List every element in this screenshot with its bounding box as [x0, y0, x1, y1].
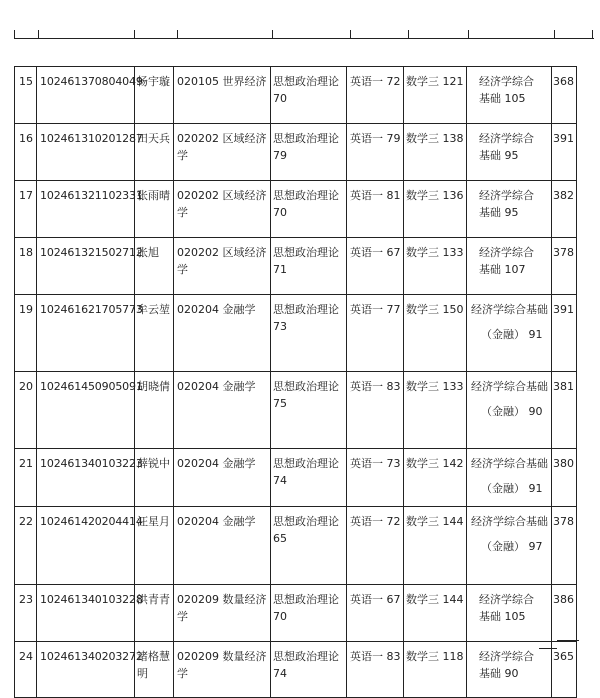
professional-value: 基础 105 [479, 610, 526, 623]
row-index: 23 [15, 585, 37, 642]
row-index: 20 [15, 372, 37, 449]
professional-label: 经济学综合基础 [471, 457, 548, 470]
professional-score [467, 238, 552, 295]
politics-score [271, 67, 347, 124]
candidate-name: 汪星月 [135, 507, 174, 585]
row-index: 18 [15, 238, 37, 295]
professional-score [467, 295, 552, 372]
table-row [15, 67, 577, 124]
table-row [15, 507, 577, 585]
english-score: 英语一 81 [347, 181, 404, 238]
politics-value: 74 [273, 474, 287, 487]
table-row [15, 642, 577, 698]
candidate-name: 张雨晴 [135, 181, 174, 238]
politics-score [271, 507, 347, 585]
professional-label: 经济学综合基础 [471, 303, 548, 316]
politics-value: 73 [273, 320, 287, 333]
candidate-id: 102461310201287 [37, 124, 135, 181]
major: 020209 数量经济学 [174, 585, 271, 642]
politics-value: 75 [273, 397, 287, 410]
politics-label: 思想政治理论 [273, 246, 339, 259]
major: 020204 金融学 [174, 507, 271, 585]
professional-value: （金融） 97 [481, 540, 543, 553]
english-score: 英语一 83 [347, 642, 404, 698]
math-score: 数学三 118 [404, 642, 467, 698]
professional-value: 基础 95 [479, 206, 519, 219]
table-row [15, 372, 577, 449]
previous-table-bottom-rule [14, 38, 594, 39]
politics-score [271, 449, 347, 507]
english-score: 英语一 73 [347, 449, 404, 507]
major: 020209 数量经济学 [174, 642, 271, 698]
row-index: 19 [15, 295, 37, 372]
candidate-name: 张旭 [135, 238, 174, 295]
total-score: 378 [552, 238, 577, 295]
politics-label: 思想政治理论 [273, 303, 339, 316]
professional-value: 基础 107 [479, 263, 526, 276]
professional-value: 基础 90 [479, 667, 519, 680]
politics-score [271, 238, 347, 295]
major: 020105 世界经济 [174, 67, 271, 124]
professional-label: 经济学综合基础 [471, 380, 548, 393]
professional-label: 经济学综合 [479, 189, 534, 202]
total-score: 386 [552, 585, 577, 642]
row-index: 15 [15, 67, 37, 124]
politics-score [271, 585, 347, 642]
english-score: 英语一 79 [347, 124, 404, 181]
previous-table-divider [134, 30, 135, 39]
previous-table-divider [408, 30, 409, 39]
previous-table-divider [468, 30, 469, 39]
math-score: 数学三 121 [404, 67, 467, 124]
politics-score [271, 642, 347, 698]
table-row [15, 449, 577, 507]
candidate-id: 102461321102331 [37, 181, 135, 238]
math-score: 数学三 144 [404, 507, 467, 585]
table-row [15, 585, 577, 642]
previous-table-divider [272, 30, 273, 39]
professional-label: 经济学综合 [479, 593, 534, 606]
previous-table-divider [38, 30, 39, 39]
candidate-id: 102461340103228 [37, 585, 135, 642]
professional-score [467, 124, 552, 181]
politics-label: 思想政治理论 [273, 132, 339, 145]
politics-value: 70 [273, 92, 287, 105]
row-index: 22 [15, 507, 37, 585]
table-row [15, 295, 577, 372]
professional-label: 经济学综合 [479, 246, 534, 259]
politics-score [271, 372, 347, 449]
previous-table-divider [14, 30, 15, 39]
math-score: 数学三 133 [404, 372, 467, 449]
major: 020202 区域经济学 [174, 124, 271, 181]
math-score: 数学三 142 [404, 449, 467, 507]
candidate-id: 102461340103223 [37, 449, 135, 507]
candidate-id: 102461340203272 [37, 642, 135, 698]
professional-value: 基础 95 [479, 149, 519, 162]
candidate-name: 杨宇璇 [135, 67, 174, 124]
professional-score [467, 449, 552, 507]
total-score: 378 [552, 507, 577, 585]
page-corner-mark [557, 640, 579, 641]
major: 020204 金融学 [174, 295, 271, 372]
professional-value: （金融） 91 [481, 482, 543, 495]
politics-label: 思想政治理论 [273, 515, 339, 528]
politics-label: 思想政治理论 [273, 457, 339, 470]
professional-score [467, 181, 552, 238]
total-score: 391 [552, 295, 577, 372]
politics-score [271, 124, 347, 181]
professional-score [467, 67, 552, 124]
previous-table-divider [350, 30, 351, 39]
total-score: 391 [552, 124, 577, 181]
politics-label: 思想政治理论 [273, 75, 339, 88]
english-score: 英语一 67 [347, 238, 404, 295]
candidate-id: 102461321502712 [37, 238, 135, 295]
candidate-id: 102461450905091 [37, 372, 135, 449]
politics-label: 思想政治理论 [273, 593, 339, 606]
politics-label: 思想政治理论 [273, 650, 339, 663]
professional-score [467, 585, 552, 642]
professional-label: 经济学综合 [479, 650, 534, 663]
row-index: 16 [15, 124, 37, 181]
candidate-name: 田天兵 [135, 124, 174, 181]
major: 020204 金融学 [174, 449, 271, 507]
professional-score [467, 372, 552, 449]
major: 020202 区域经济学 [174, 238, 271, 295]
candidate-name: 胡晓倩 [135, 372, 174, 449]
politics-value: 74 [273, 667, 287, 680]
total-score: 382 [552, 181, 577, 238]
math-score: 数学三 150 [404, 295, 467, 372]
row-index: 21 [15, 449, 37, 507]
politics-score [271, 181, 347, 238]
math-score: 数学三 133 [404, 238, 467, 295]
page-corner-mark [539, 648, 557, 649]
professional-value: （金融） 91 [481, 328, 543, 341]
math-score: 数学三 136 [404, 181, 467, 238]
row-index: 24 [15, 642, 37, 698]
previous-table-divider [592, 30, 593, 39]
total-score: 381 [552, 372, 577, 449]
previous-table-divider [177, 30, 178, 39]
professional-score [467, 507, 552, 585]
candidate-name: 诸格慧明 [135, 642, 174, 698]
politics-value: 70 [273, 610, 287, 623]
total-score: 368 [552, 67, 577, 124]
row-index: 17 [15, 181, 37, 238]
table-row [15, 124, 577, 181]
total-score: 365 [552, 642, 577, 698]
english-score: 英语一 72 [347, 507, 404, 585]
candidate-id: 102461370804049 [37, 67, 135, 124]
politics-label: 思想政治理论 [273, 189, 339, 202]
candidate-name: 牟云堃 [135, 295, 174, 372]
major: 020202 区域经济学 [174, 181, 271, 238]
politics-value: 71 [273, 263, 287, 276]
english-score: 英语一 72 [347, 67, 404, 124]
candidate-name: 洪青青 [135, 585, 174, 642]
math-score: 数学三 144 [404, 585, 467, 642]
professional-label: 经济学综合基础 [471, 515, 548, 528]
professional-label: 经济学综合 [479, 75, 534, 88]
candidate-name: 薛锐中 [135, 449, 174, 507]
major: 020204 金融学 [174, 372, 271, 449]
table-row [15, 238, 577, 295]
politics-value: 79 [273, 149, 287, 162]
professional-score [467, 642, 552, 698]
english-score: 英语一 83 [347, 372, 404, 449]
candidate-id: 102461621705773 [37, 295, 135, 372]
professional-value: 基础 105 [479, 92, 526, 105]
english-score: 英语一 77 [347, 295, 404, 372]
math-score: 数学三 138 [404, 124, 467, 181]
previous-table-divider [554, 30, 555, 39]
english-score: 英语一 67 [347, 585, 404, 642]
total-score: 380 [552, 449, 577, 507]
politics-score [271, 295, 347, 372]
politics-value: 65 [273, 532, 287, 545]
admission-score-table [14, 66, 577, 698]
professional-label: 经济学综合 [479, 132, 534, 145]
professional-value: （金融） 90 [481, 405, 543, 418]
candidate-id: 102461420204414 [37, 507, 135, 585]
politics-value: 70 [273, 206, 287, 219]
politics-label: 思想政治理论 [273, 380, 339, 393]
table-row [15, 181, 577, 238]
